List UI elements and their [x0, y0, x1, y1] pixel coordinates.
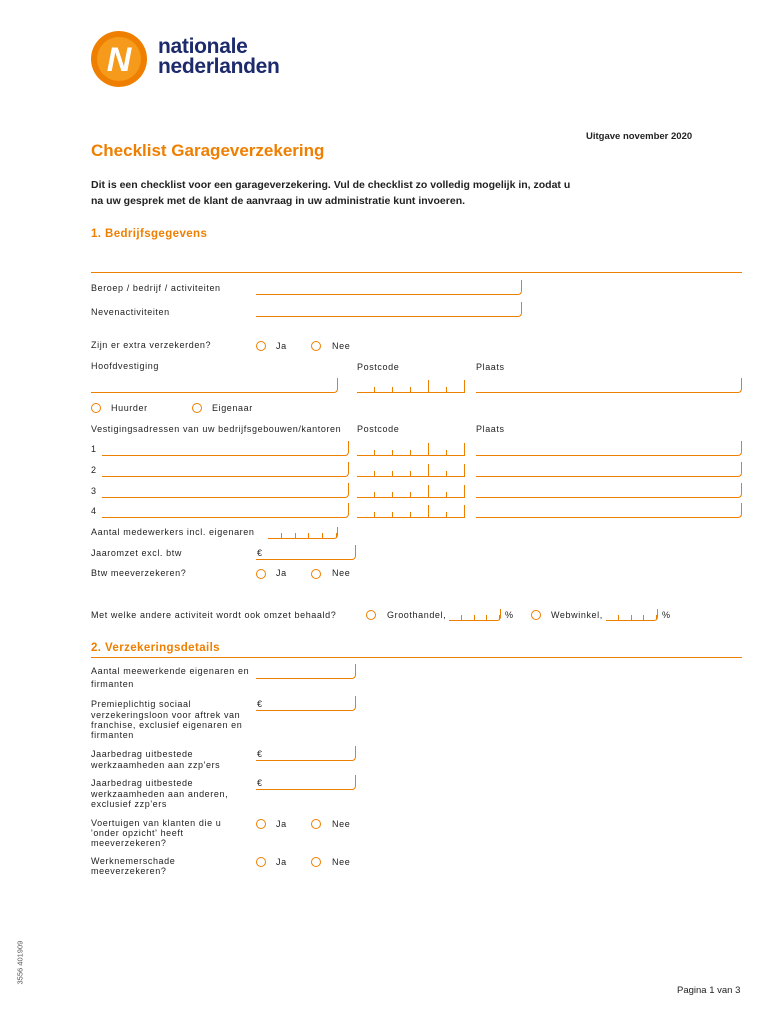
q5-nee-label: Nee: [332, 819, 351, 829]
document-code: 3556 401909: [15, 940, 25, 985]
brand-name-line2: nederlanden: [158, 55, 280, 78]
intro-line2: na uw gesprek met de klant de aanvraag in uw administratie kunt invoeren.: [91, 195, 466, 207]
q6-label-line2: meeverzekeren?: [91, 866, 167, 876]
hoofd-label: Hoofdvestiging: [91, 361, 159, 371]
beroep-field[interactable]: [256, 280, 522, 295]
hoofd-postcode-field[interactable]: [357, 381, 465, 393]
extra-label: Zijn er extra verzekerden?: [91, 340, 212, 350]
section2-title: 2. Verzekeringsdetails: [91, 642, 220, 654]
q2-euro: €: [257, 699, 263, 709]
meewerkende-eigenaren-field[interactable]: [256, 664, 356, 679]
verzekeringsloon-field[interactable]: [256, 696, 356, 711]
extra-ja-radio[interactable]: [256, 341, 266, 351]
hoofd-address-field[interactable]: [91, 378, 338, 393]
q2-label-line2: verzekeringsloon voor aftrek van: [91, 710, 241, 720]
q4-label-line3: exclusief zzp'ers: [91, 799, 167, 809]
webwinkel-radio[interactable]: [531, 610, 541, 620]
vestiging-row-number: 2: [91, 465, 97, 475]
vestiging-plaats-field[interactable]: [476, 503, 742, 518]
webwinkel-label: Webwinkel,: [551, 610, 603, 620]
q5-ja-radio[interactable]: [256, 819, 266, 829]
vestiging-postcode-field[interactable]: [357, 444, 465, 456]
webwinkel-pct-sign: %: [662, 610, 671, 620]
q3-label-line2: werkzaamheden aan zzp'ers: [91, 760, 221, 770]
section1-title: 1. Bedrijfsgegevens: [91, 228, 208, 240]
vestiging-address-field[interactable]: [102, 503, 349, 518]
btw-ja-radio[interactable]: [256, 569, 266, 579]
extra-nee-radio[interactable]: [311, 341, 321, 351]
q5-label-line2: 'onder opzicht' heeft: [91, 828, 184, 838]
section1-rule: [91, 272, 742, 273]
neven-label: Nevenactiviteiten: [91, 307, 170, 317]
btw-nee-label: Nee: [332, 568, 351, 578]
q4-euro: €: [257, 778, 263, 788]
vestiging-label: Vestigingsadressen van uw bedrijfsgebouwen/kantoren: [91, 424, 342, 434]
medewerkers-label: Aantal medewerkers incl. eigenaren: [91, 527, 255, 537]
btw-nee-radio[interactable]: [311, 569, 321, 579]
q3-euro: €: [257, 749, 263, 759]
q4-label-line1: Jaarbedrag uitbestede: [91, 778, 194, 788]
vestiging-row-number: 3: [91, 486, 97, 496]
groothandel-label: Groothandel,: [387, 610, 447, 620]
vestiging-row-number: 1: [91, 444, 97, 454]
neven-field[interactable]: [256, 302, 522, 317]
q6-label-line1: Werknemerschade: [91, 856, 176, 866]
hoofd-postcode-label: Postcode: [357, 362, 400, 372]
vestiging-postcode-field[interactable]: [357, 486, 465, 498]
q1-label-line1: Aantal meewerkende eigenaren en: [91, 666, 250, 676]
vestiging-postcode-label: Postcode: [357, 424, 400, 434]
page-title: Checklist Garageverzekering: [91, 141, 325, 160]
huurder-label: Huurder: [111, 403, 148, 413]
intro-line1: Dit is een checklist voor een garageverzekering. Vul de checklist zo volledig mogelijk in, zodat u: [91, 179, 571, 191]
vestiging-row-number: 4: [91, 506, 97, 516]
q5-nee-radio[interactable]: [311, 819, 321, 829]
jaaromzet-euro: €: [257, 548, 263, 558]
btw-label: Btw meeverzekeren?: [91, 568, 187, 578]
eigenaar-radio[interactable]: [192, 403, 202, 413]
vestiging-plaats-field[interactable]: [476, 462, 742, 477]
huurder-radio[interactable]: [91, 403, 101, 413]
vestiging-address-field[interactable]: [102, 483, 349, 498]
q6-ja-radio[interactable]: [256, 857, 266, 867]
vestiging-plaats-label: Plaats: [476, 424, 505, 434]
q5-label-line1: Voertuigen van klanten die u: [91, 818, 222, 828]
page-footer: Pagina 1 van 3: [677, 985, 741, 996]
groothandel-pct-field[interactable]: [449, 609, 501, 621]
q6-nee-radio[interactable]: [311, 857, 321, 867]
brand-name-line1: nationale: [158, 35, 248, 58]
zzp-bedrag-field[interactable]: [256, 746, 356, 761]
extra-nee-label: Nee: [332, 341, 351, 351]
jaaromzet-label: Jaaromzet excl. btw: [91, 548, 182, 558]
q2-label-line1: Premieplichtig sociaal: [91, 699, 192, 709]
vestiging-postcode-field[interactable]: [357, 506, 465, 518]
hoofd-plaats-field[interactable]: [476, 378, 742, 393]
vestiging-plaats-field[interactable]: [476, 483, 742, 498]
vestiging-postcode-field[interactable]: [357, 465, 465, 477]
q6-ja-label: Ja: [276, 857, 287, 867]
q2-label-line4: firmanten: [91, 730, 134, 740]
hoofd-plaats-label: Plaats: [476, 362, 505, 372]
btw-ja-label: Ja: [276, 568, 287, 578]
vestiging-address-field[interactable]: [102, 462, 349, 477]
q5-label-line3: meeverzekeren?: [91, 838, 167, 848]
svg-text:N: N: [106, 41, 132, 79]
groothandel-radio[interactable]: [366, 610, 376, 620]
jaaromzet-field[interactable]: [256, 545, 356, 560]
section2-rule: [91, 657, 742, 658]
extra-ja-label: Ja: [276, 341, 287, 351]
medewerkers-field[interactable]: [268, 527, 338, 539]
brand-logo: [90, 30, 300, 88]
eigenaar-label: Eigenaar: [212, 403, 253, 413]
andere-activiteit-label: Met welke andere activiteit wordt ook omzet behaald?: [91, 610, 337, 620]
edition-date: Uitgave november 2020: [586, 131, 693, 142]
groothandel-pct-sign: %: [505, 610, 514, 620]
webwinkel-pct-field[interactable]: [606, 609, 658, 621]
q6-nee-label: Nee: [332, 857, 351, 867]
vestiging-address-field[interactable]: [102, 441, 349, 456]
anderen-bedrag-field[interactable]: [256, 775, 356, 790]
q2-label-line3: franchise, exclusief eigenaren en: [91, 720, 243, 730]
q1-label-line2: firmanten: [91, 679, 134, 689]
q4-label-line2: werkzaamheden aan anderen,: [91, 789, 229, 799]
q3-label-line1: Jaarbedrag uitbestede: [91, 749, 194, 759]
vestiging-plaats-field[interactable]: [476, 441, 742, 456]
nn-logo-icon: [90, 30, 148, 88]
beroep-label: Beroep / bedrijf / activiteiten: [91, 283, 221, 293]
q5-ja-label: Ja: [276, 819, 287, 829]
